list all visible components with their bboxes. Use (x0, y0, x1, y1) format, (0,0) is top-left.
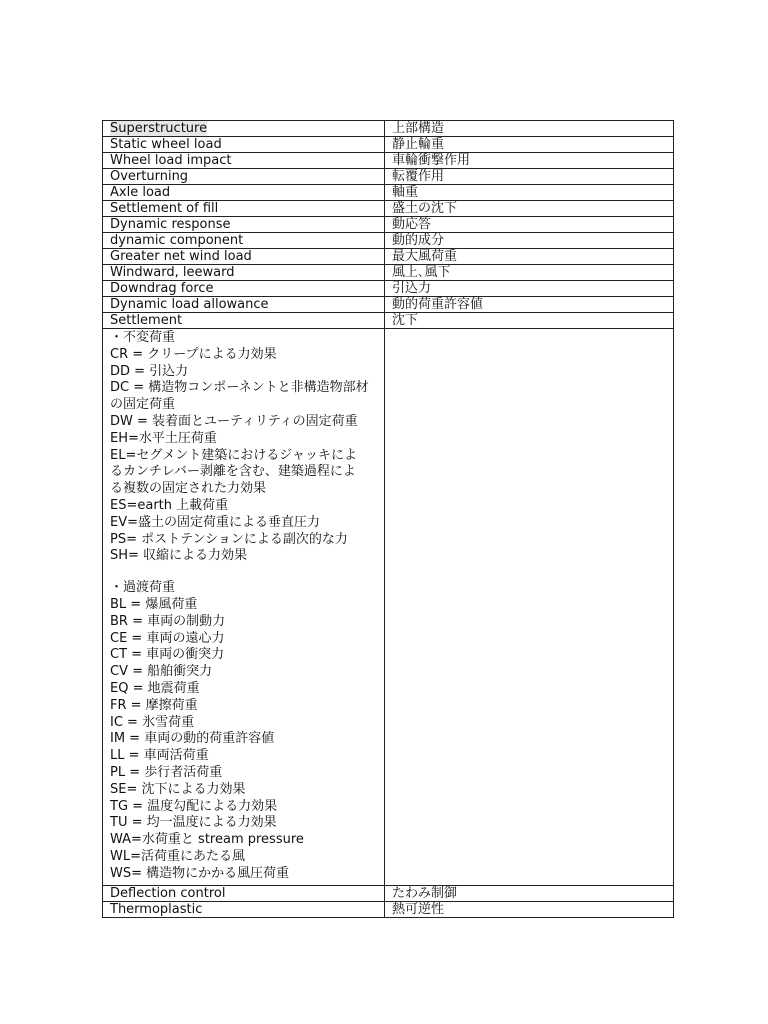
english-term-text: Downdrag force (110, 281, 214, 296)
japanese-term: 転覆作用 (385, 169, 674, 185)
load-definition: SH= 収縮による力効果 (110, 548, 248, 564)
english-term-text: Axle load (110, 185, 171, 200)
notes-gap (110, 565, 384, 580)
load-definition: SE= 沈下による力効果 (110, 781, 246, 797)
load-definition: WL=活荷重にあたる風 (110, 848, 245, 864)
english-term-text: Windward, leeward (110, 265, 235, 280)
load-definition: DD = 引込力 (110, 363, 189, 379)
english-term (103, 185, 385, 201)
load-definition: BL = 爆風荷重 (110, 596, 198, 612)
table-row (103, 265, 674, 281)
english-term-text: Greater net wind load (110, 249, 252, 264)
table-row (103, 217, 674, 233)
japanese-term: 動的成分 (385, 233, 674, 249)
english-term (103, 121, 385, 137)
load-definition: CR = クリープによる力効果 (110, 346, 277, 362)
english-term (103, 885, 385, 901)
glossary-top-rows (103, 121, 674, 329)
japanese-term: 静止輪重 (385, 137, 674, 153)
english-term-text: Dynamic response (110, 217, 231, 232)
english-term-text: Static wheel load (110, 137, 222, 152)
load-definition: TG = 温度勾配による力効果 (110, 798, 278, 814)
load-definition: WS= 構造物にかかる風圧荷重 (110, 865, 290, 881)
notes-row (103, 329, 674, 886)
table-row (103, 169, 674, 185)
table-row (103, 901, 674, 917)
english-term (103, 201, 385, 217)
permanent-loads-heading: ・不変荷重 (110, 330, 176, 345)
japanese-term: 熱可逆性 (385, 901, 674, 917)
english-term (103, 153, 385, 169)
table-row (103, 885, 674, 901)
english-term (103, 313, 385, 329)
english-term-text: Settlement of fill (110, 201, 219, 216)
load-definition: CT = 車両の衝突力 (110, 647, 225, 663)
table-row (103, 185, 674, 201)
japanese-term: 車輪衝撃作用 (385, 153, 674, 169)
permanent-loads-list (110, 347, 384, 565)
japanese-term: 動的荷重許容値 (385, 297, 674, 313)
english-term-text: dynamic component (110, 233, 244, 248)
english-term (103, 265, 385, 281)
load-definition: の固定荷重 (110, 397, 176, 413)
japanese-term: 沈下 (385, 313, 674, 329)
english-term (103, 901, 385, 917)
load-definition: PL = 歩行者活荷重 (110, 764, 223, 780)
load-definition: IC = 氷雪荷重 (110, 714, 195, 730)
load-definition: LL = 車両活荷重 (110, 748, 209, 764)
english-term (103, 249, 385, 265)
load-definition: DW = 装着面とユーティリティの固定荷重 (110, 413, 358, 429)
notes-empty-cell (385, 329, 674, 886)
table-row (103, 201, 674, 217)
japanese-term: 盛土の沈下 (385, 201, 674, 217)
table-row (103, 281, 674, 297)
load-definition: IM = 車両の動的荷重許容値 (110, 731, 275, 747)
load-definition: るカンチレバー剥離を含む、建築過程によ (110, 464, 356, 480)
english-term (103, 137, 385, 153)
english-term (103, 297, 385, 313)
table-row (103, 249, 674, 265)
japanese-term: 風上､風下 (385, 265, 674, 281)
load-definition: EQ = 地震荷重 (110, 680, 200, 696)
load-definition: EH=水平土圧荷重 (110, 430, 217, 446)
load-definition: CV = 船舶衝突力 (110, 664, 213, 680)
table-row (103, 233, 674, 249)
load-definition: る複数の固定された力効果 (110, 481, 267, 497)
japanese-term: 引込力 (385, 281, 674, 297)
glossary-bottom-rows (103, 885, 674, 917)
load-definition: TU = 均一温度による力効果 (110, 815, 277, 831)
load-definition: EL=セグメント建築におけるジャッキによ (110, 447, 357, 463)
english-term-text: Deflection control (110, 885, 226, 901)
load-definition: FR = 摩擦荷重 (110, 697, 198, 713)
english-term-text: Wheel load impact (110, 153, 232, 168)
load-definition: EV=盛土の固定荷重による垂直圧力 (110, 514, 320, 530)
english-term (103, 281, 385, 297)
glossary-table (102, 120, 674, 918)
english-term-text: Dynamic load allowance (110, 297, 269, 312)
load-definition: PS= ポストテンションによる副次的な力 (110, 531, 348, 547)
japanese-term: 動応答 (385, 217, 674, 233)
english-term (103, 233, 385, 249)
japanese-term: たわみ制御 (385, 885, 674, 901)
english-term-text: Superstructure (110, 121, 208, 136)
japanese-term: 軸重 (385, 185, 674, 201)
transient-loads-list (110, 597, 384, 883)
transient-loads-heading: ・過渡荷重 (110, 580, 176, 596)
table-row (103, 297, 674, 313)
load-definition: DC = 構造物コンポーネントと非構造物部材 (110, 380, 369, 396)
table-row (103, 121, 674, 137)
table-row (103, 137, 674, 153)
load-definition: CE = 車両の遠心力 (110, 630, 225, 646)
japanese-term: 最大風荷重 (385, 249, 674, 265)
english-term-text: Settlement (110, 313, 183, 328)
japanese-term: 上部構造 (385, 121, 674, 137)
english-term (103, 217, 385, 233)
load-definition: ES=earth 上載荷重 (110, 497, 229, 513)
english-term (103, 169, 385, 185)
table-row (103, 313, 674, 329)
load-definition: WA=水荷重と stream pressure (110, 832, 304, 848)
english-term-text: Thermoplastic (110, 901, 203, 917)
notes-cell (103, 329, 385, 886)
table-row (103, 153, 674, 169)
english-term-text: Overturning (110, 169, 189, 184)
load-definition: BR = 車両の制動力 (110, 613, 226, 629)
glossary-notes-section (103, 329, 674, 886)
